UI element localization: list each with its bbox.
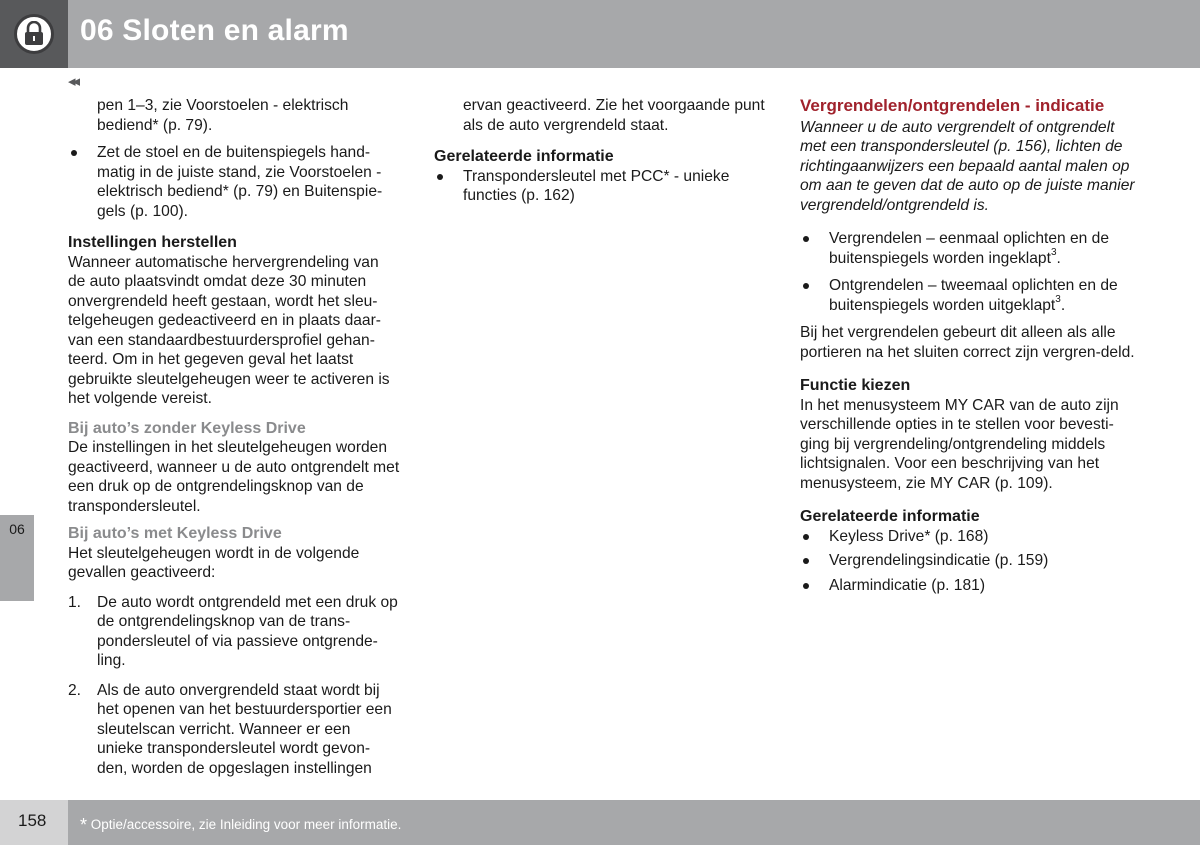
bullet-icon — [803, 283, 809, 289]
list-item — [68, 143, 400, 221]
chapter-icon-box — [0, 0, 68, 68]
page-number: 158 — [18, 811, 47, 830]
bullet-icon — [437, 174, 443, 180]
subheading: Bij auto’s zonder Keyless Drive — [68, 419, 306, 437]
chapter-side-tab[interactable] — [0, 515, 34, 601]
bullet-icon — [803, 534, 809, 540]
related-link[interactable]: Keyless Drive* (p. 168) — [829, 527, 989, 545]
footer-note-text: Optie/accessoire, zie Inleiding voor meer informatie. — [90, 817, 402, 832]
footnote-ref: 3 — [1050, 247, 1057, 259]
item-text: Als de auto onvergrendeld staat wordt bij het openen van het bestuurdersportier een sleutelscan verricht. Wanneer er een unieke transpondersleutel wordt gevon-den, worden de opgeslagen instellingen — [97, 681, 392, 777]
related-link[interactable]: Vergrendelingsindicatie (p. 159) — [829, 552, 1049, 569]
related-link[interactable]: Transpondersleutel met PCC* - unieke functies (p. 162) — [463, 167, 730, 204]
item-number: 1. — [68, 593, 82, 611]
chapter-title: 06 Sloten en alarm — [80, 14, 349, 47]
bullet-icon — [803, 558, 809, 564]
back-navigation-icon[interactable]: ◂◂ — [68, 73, 78, 90]
punctuation: . — [1056, 249, 1061, 267]
bullet-icon — [803, 583, 809, 589]
footer-note — [80, 813, 401, 834]
asterisk-marker: * — [80, 815, 88, 835]
paragraph: Het sleutelgeheugen wordt in de volgende gevallen geactiveerd: — [68, 544, 360, 581]
page-footer — [0, 800, 1200, 845]
list-item-text: Zet de stoel en de buitenspiegels hand-matig in de juiste stand, zie Voorstoelen - elektrisch bediend* (p. 79) en Buitenspie-gels (p. 100). — [97, 144, 383, 220]
list-item — [800, 229, 1136, 268]
list-item — [434, 167, 768, 206]
continued-text: pen 1–3, zie Voorstoelen - elektrisch bediend* (p. 79). — [97, 97, 349, 134]
paragraph: In het menusysteem MY CAR van de auto zijn verschillende opties in te stellen voor bevesti-ging bij vergrendeling/ontgrendeling middels lichtsignalen. Voor een beschrijving van het menusysteem, zie MY CAR (p. 109). — [800, 396, 1119, 492]
column-middle — [434, 96, 768, 212]
related-list — [800, 527, 1136, 596]
numbered-item — [68, 593, 400, 671]
column-right — [800, 96, 1136, 600]
section-heading: Gerelateerde informatie — [800, 508, 980, 525]
list-item-text: Ontgrendelen – tweemaal oplichten en de buitenspiegels worden uitgeklapt — [829, 277, 1118, 314]
chapter-tab-label: 06 — [9, 521, 25, 537]
item-number: 2. — [68, 681, 82, 699]
section-heading: Functie kiezen — [800, 377, 911, 394]
paragraph: Bij het vergrendelen gebeurt dit alleen als alle portieren na het sluiten correct zijn vergren-deld. — [800, 324, 1135, 361]
footnote-ref: 3 — [1055, 294, 1061, 306]
related-link[interactable]: Alarmindicatie (p. 181) — [829, 576, 986, 594]
list-item-text: Vergrendelen – eenmaal oplichten en de buitenspiegels worden ingeklapt — [829, 230, 1110, 267]
section-heading: Instellingen herstellen — [68, 234, 237, 251]
section-heading: Gerelateerde informatie — [434, 148, 614, 165]
page-number-box — [0, 800, 68, 845]
intro-paragraph: Wanneer u de auto vergrendelt of ontgrendelt met een transpondersleutel (p. 156), lichten de richtingaanwijzers een bepaald aantal malen op om aan te geven dat de auto op de juiste manier vergrendeld/ontgrendeld is. — [800, 118, 1135, 214]
bullet-icon — [71, 150, 77, 156]
subheading: Bij auto’s met Keyless Drive — [68, 525, 282, 542]
list-item — [800, 551, 1136, 571]
item-text: De auto wordt ontgrendeld met een druk op de ontgrendelingsknop van de trans-pondersleutel of via passieve ontgrende-ling. — [97, 593, 398, 669]
bullet-icon — [803, 236, 809, 242]
section-title: Vergrendelen/ontgrendelen - indicatie — [800, 96, 1105, 115]
paragraph: Wanneer automatische hervergrendeling van de auto plaatsvindt omdat deze 30 minuten onvergrendeld heeft gestaan, wordt het sleu-telgeheugen gedeactiveerd en in plaats daar-van een standaardbestuurdersprofiel gehan-teerd. Om in het gegeven geval het laatst gebruikte sleutelgeheugen weer te activeren is het volgende vereist. — [68, 253, 390, 407]
chapter-header — [0, 0, 1200, 68]
continued-text: ervan geactiveerd. Zie het voorgaande punt als de auto vergrendeld staat. — [463, 97, 765, 134]
list-item — [800, 527, 1136, 547]
list-item — [800, 576, 1136, 596]
lock-icon — [14, 14, 54, 54]
punctuation: . — [1060, 296, 1066, 314]
column-left — [68, 96, 400, 784]
paragraph: De instellingen in het sleutelgeheugen worden geactiveerd, wanneer u de auto ontgrendelt met een druk op de ontgrendelingsknop van de transpondersleutel. — [68, 439, 400, 515]
list-item — [800, 276, 1136, 315]
numbered-item — [68, 681, 400, 779]
